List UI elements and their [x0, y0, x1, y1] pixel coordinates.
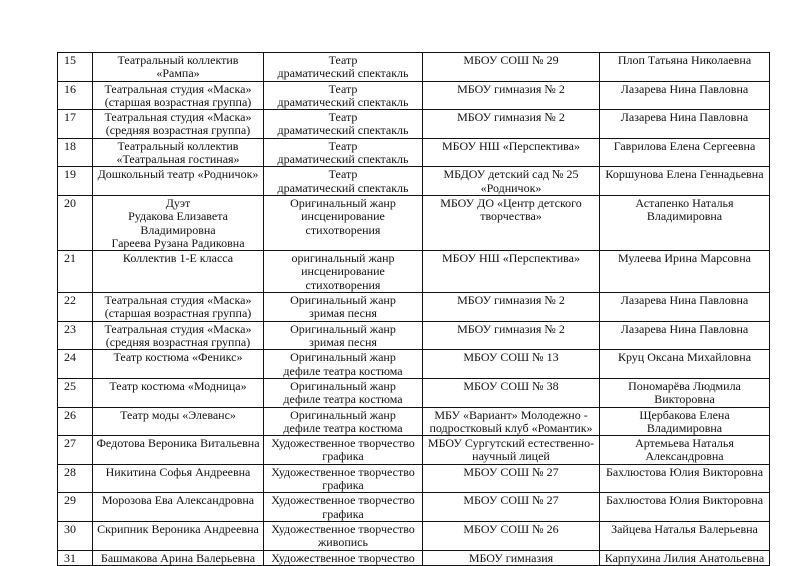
organization: МБОУ СОШ № 38: [423, 378, 600, 407]
organization: МБОУ СОШ № 27: [423, 493, 600, 522]
table-row: [58, 521, 770, 550]
leader-name: Щербакова Елена Владимировна: [600, 407, 770, 436]
row-number: 25: [58, 378, 93, 407]
genre: Театр драматический спектакль: [264, 53, 423, 82]
row-number: 27: [58, 436, 93, 465]
table-row: [58, 195, 770, 250]
table-row: [58, 464, 770, 493]
table-row: [58, 167, 770, 196]
row-number: 15: [58, 53, 93, 82]
leader-name: Бахлюстова Юлия Викторовна: [600, 464, 770, 493]
genre: Художественное творчество графика: [264, 464, 423, 493]
leader-name: Пономарёва Людмила Викторовна: [600, 378, 770, 407]
participant-name: Театр костюма «Модница»: [93, 378, 264, 407]
row-number: 31: [58, 550, 93, 565]
participant-name: Театр костюма «Феникс»: [93, 350, 264, 379]
participant-name: Башмакова Арина Валерьевна: [93, 550, 264, 565]
table-row: [58, 550, 770, 565]
leader-name: Зайцева Наталья Валерьевна: [600, 521, 770, 550]
participant-name: Скрипник Вероника Андреевна: [93, 521, 264, 550]
organization: МБОУ гимназия № 2: [423, 293, 600, 322]
genre: Оригинальный жанр дефиле театра костюма: [264, 378, 423, 407]
organization: МБОУ гимназия № 2: [423, 110, 600, 139]
table-row: [58, 110, 770, 139]
table-row: [58, 81, 770, 110]
leader-name: Лазарева Нина Павловна: [600, 81, 770, 110]
genre: Театр драматический спектакль: [264, 110, 423, 139]
genre: Оригинальный жанр зримая песня: [264, 321, 423, 350]
organization: МБОУ НШ «Перспектива»: [423, 138, 600, 167]
organization: МБОУ гимназия № 2: [423, 81, 600, 110]
organization: МБОУ СОШ № 27: [423, 464, 600, 493]
organization: МБОУ Сургутский естественно- научный лицей: [423, 436, 600, 465]
genre: Театр драматический спектакль: [264, 167, 423, 196]
row-number: 20: [58, 195, 93, 250]
table-row: [58, 407, 770, 436]
leader-name: Лазарева Нина Павловна: [600, 293, 770, 322]
leader-name: Артемьева Наталья Александровна: [600, 436, 770, 465]
row-number: 18: [58, 138, 93, 167]
row-number: 24: [58, 350, 93, 379]
genre: Художественное творчество графика: [264, 493, 423, 522]
leader-name: Астапенко Наталья Владимировна: [600, 195, 770, 250]
leader-name: Мулеева Ирина Марсовна: [600, 251, 770, 293]
participant-name: Дуэт Рудакова Елизавета Владимировна Гареева Рузана Радиковна: [93, 195, 264, 250]
table-row: [58, 53, 770, 82]
participants-table: [57, 52, 770, 566]
leader-name: Бахлюстова Юлия Викторовна: [600, 493, 770, 522]
row-number: 23: [58, 321, 93, 350]
participant-name: Театральная студия «Маска» (старшая возрастная группа): [93, 293, 264, 322]
genre: Художественное творчество живопись: [264, 521, 423, 550]
organization: МБОУ НШ «Перспектива»: [423, 251, 600, 293]
table-row: [58, 436, 770, 465]
genre: оригинальный жанр инсценирование стихотворения: [264, 251, 423, 293]
participant-name: Морозова Ева Александровна: [93, 493, 264, 522]
organization: МБОУ ДО «Центр детского творчества»: [423, 195, 600, 250]
organization: МБОУ гимназия: [423, 550, 600, 565]
table-row: [58, 321, 770, 350]
row-number: 28: [58, 464, 93, 493]
genre: Оригинальный жанр инсценирование стихотворения: [264, 195, 423, 250]
organization: МБОУ гимназия № 2: [423, 321, 600, 350]
genre: Художественное творчество графика: [264, 436, 423, 465]
leader-name: Плоп Татьяна Николаевна: [600, 53, 770, 82]
organization: МБОУ СОШ № 29: [423, 53, 600, 82]
leader-name: Круц Оксана Михайловна: [600, 350, 770, 379]
row-number: 22: [58, 293, 93, 322]
participant-name: Театральный коллектив «Рампа»: [93, 53, 264, 82]
genre: Оригинальный жанр зримая песня: [264, 293, 423, 322]
participant-name: Никитина Софья Андреевна: [93, 464, 264, 493]
genre: Театр драматический спектакль: [264, 81, 423, 110]
leader-name: Карпухина Лилия Анатольевна: [600, 550, 770, 565]
row-number: 21: [58, 251, 93, 293]
participant-name: Театральная студия «Маска» (средняя возрастная группа): [93, 321, 264, 350]
organization: МБОУ СОШ № 26: [423, 521, 600, 550]
table-row: [58, 378, 770, 407]
organization: МБУ «Вариант» Молодежно - подростковый клуб «Романтик»: [423, 407, 600, 436]
leader-name: Лазарева Нина Павловна: [600, 110, 770, 139]
row-number: 19: [58, 167, 93, 196]
table-row: [58, 350, 770, 379]
table-row: [58, 493, 770, 522]
genre: Театр драматический спектакль: [264, 138, 423, 167]
genre: Художественное творчество: [264, 550, 423, 565]
table-row: [58, 138, 770, 167]
participant-name: Федотова Вероника Витальевна: [93, 436, 264, 465]
table-row: [58, 293, 770, 322]
row-number: 30: [58, 521, 93, 550]
participant-name: Театр моды «Элеванс»: [93, 407, 264, 436]
table-row: [58, 251, 770, 293]
leader-name: Гаврилова Елена Сергеевна: [600, 138, 770, 167]
leader-name: Лазарева Нина Павловна: [600, 321, 770, 350]
organization: МБДОУ детский сад № 25 «Родничок»: [423, 167, 600, 196]
genre: Оригинальный жанр дефиле театра костюма: [264, 407, 423, 436]
row-number: 16: [58, 81, 93, 110]
participant-name: Театральная студия «Маска» (средняя возрастная группа): [93, 110, 264, 139]
leader-name: Коршунова Елена Геннадьевна: [600, 167, 770, 196]
row-number: 26: [58, 407, 93, 436]
participant-name: Коллектив 1-Е класса: [93, 251, 264, 293]
row-number: 29: [58, 493, 93, 522]
organization: МБОУ СОШ № 13: [423, 350, 600, 379]
row-number: 17: [58, 110, 93, 139]
genre: Оригинальный жанр дефиле театра костюма: [264, 350, 423, 379]
participant-name: Театральный коллектив «Театральная гостиная»: [93, 138, 264, 167]
participant-name: Театральная студия «Маска» (старшая возрастная группа): [93, 81, 264, 110]
participant-name: Дошкольный театр «Родничок»: [93, 167, 264, 196]
